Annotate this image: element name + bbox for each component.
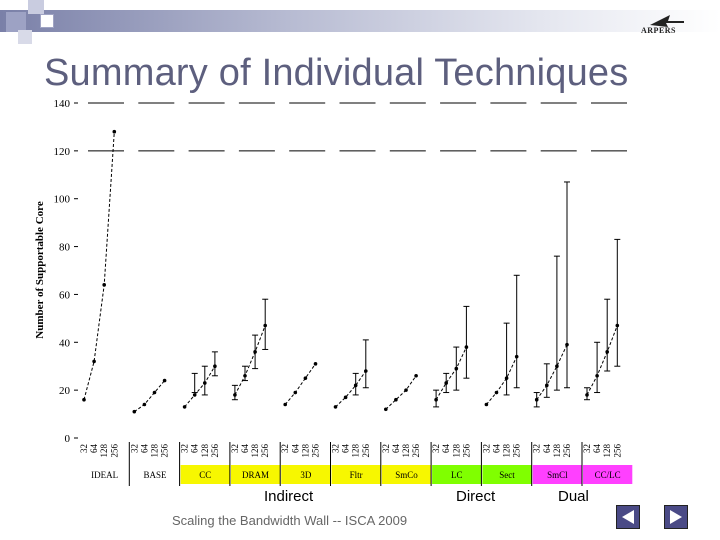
technique-label: CC: [199, 470, 212, 480]
footer-text: Scaling the Bandwidth Wall -- ISCA 2009: [172, 513, 408, 528]
y-tick-label: 20: [59, 385, 70, 398]
technique-label: 3D: [300, 470, 312, 480]
x-tick-label: 128: [199, 444, 210, 458]
x-tick-label: 32: [582, 444, 592, 453]
data-point: [233, 393, 237, 397]
data-point: [113, 130, 117, 134]
data-point: [183, 405, 187, 409]
data-point: [243, 374, 247, 378]
series-line: [587, 326, 617, 395]
x-tick-label: 256: [310, 444, 321, 458]
data-point: [545, 384, 549, 388]
data-point: [334, 405, 338, 409]
data-point: [294, 391, 298, 395]
data-point: [616, 324, 620, 328]
x-tick-label: 32: [179, 444, 190, 453]
x-tick-label: 64: [189, 444, 200, 453]
x-tick-label: 128: [451, 444, 462, 458]
x-tick-label: 256: [209, 444, 220, 458]
data-point: [344, 396, 348, 400]
data-point: [304, 376, 308, 380]
triangle-left-icon: [617, 506, 639, 528]
y-tick-label: 80: [59, 241, 70, 254]
y-tick-label: 40: [59, 337, 70, 350]
x-tick-label: 64: [240, 444, 250, 453]
x-tick-label: 32: [481, 444, 492, 453]
data-point: [384, 407, 388, 411]
x-tick-label: 64: [592, 444, 603, 453]
x-tick-label: 128: [401, 444, 411, 458]
data-point: [515, 355, 519, 359]
x-tick-label: 128: [149, 444, 160, 458]
x-tick-label: 128: [350, 444, 361, 458]
x-tick-label: 32: [380, 444, 391, 453]
x-tick-label: 64: [89, 444, 100, 453]
data-point: [82, 398, 86, 402]
data-point: [495, 391, 499, 395]
data-point: [102, 283, 106, 287]
data-point: [485, 403, 489, 407]
data-point: [505, 376, 509, 380]
data-point: [535, 398, 539, 402]
data-point: [404, 388, 408, 392]
data-point: [354, 384, 358, 388]
x-tick-label: 32: [531, 444, 542, 453]
x-tick-label: 256: [260, 444, 271, 458]
data-point: [153, 391, 157, 395]
series-line: [285, 364, 315, 405]
x-tick-label: 256: [461, 444, 472, 458]
x-tick-label: 64: [139, 444, 150, 453]
data-point: [263, 324, 267, 328]
x-tick-label: 64: [541, 444, 552, 453]
x-tick-label: 256: [360, 444, 371, 458]
series-line: [235, 326, 265, 395]
data-point: [444, 381, 448, 385]
y-tick-label: 100: [53, 193, 70, 206]
x-tick-label: 256: [109, 444, 120, 458]
series-line: [185, 366, 215, 407]
technique-label: IDEAL: [91, 470, 119, 480]
x-tick-label: 64: [390, 444, 401, 453]
data-point: [283, 403, 287, 407]
y-tick-label: 60: [59, 289, 70, 302]
technique-label: SmCo: [395, 470, 418, 480]
data-point: [555, 364, 559, 368]
next-slide-button[interactable]: [664, 505, 688, 529]
x-tick-label: 64: [340, 444, 351, 453]
data-point: [203, 381, 207, 385]
y-axis-label: Number of Supportable Core: [34, 201, 46, 339]
technique-label: SmCl: [547, 470, 568, 480]
data-point: [394, 398, 398, 402]
triangle-right-icon: [665, 506, 687, 528]
x-tick-label: 64: [441, 444, 452, 453]
x-tick-label: 32: [79, 444, 89, 453]
x-tick-label: 256: [411, 444, 422, 458]
x-tick-label: 64: [491, 444, 502, 453]
logo-text: ARPERS: [641, 26, 677, 35]
data-point: [605, 350, 609, 354]
data-point: [455, 367, 459, 371]
group-label-indirect: Indirect: [264, 488, 314, 505]
x-tick-label: 32: [330, 444, 341, 453]
data-point: [314, 362, 318, 366]
x-tick-label: 128: [300, 444, 311, 458]
x-tick-label: 32: [431, 444, 442, 453]
series-line: [134, 381, 164, 412]
data-point: [213, 364, 217, 368]
prev-slide-button[interactable]: [616, 505, 640, 529]
series-line: [436, 347, 466, 400]
data-point: [585, 393, 589, 397]
data-point: [253, 350, 257, 354]
data-point: [465, 345, 469, 349]
technique-label: DRAM: [242, 470, 270, 480]
x-tick-label: 256: [159, 444, 170, 458]
x-tick-label: 256: [562, 444, 572, 458]
x-tick-label: 128: [602, 444, 613, 458]
data-point: [193, 393, 197, 397]
series-line: [84, 132, 114, 400]
series-line: [486, 357, 516, 405]
data-point: [595, 374, 599, 378]
x-tick-label: 128: [99, 444, 110, 458]
x-tick-label: 32: [280, 444, 291, 453]
data-point: [143, 403, 147, 407]
x-tick-label: 128: [250, 444, 261, 458]
technique-label: CC/LC: [594, 470, 621, 480]
series-line: [336, 371, 366, 407]
x-tick-label: 256: [612, 444, 623, 458]
data-point: [92, 360, 96, 364]
data-point: [565, 343, 569, 347]
technique-label: BASE: [143, 470, 167, 480]
x-tick-label: 128: [501, 444, 512, 458]
page-title: Summary of Individual Techniques: [44, 52, 629, 94]
technique-label: Sect: [499, 470, 515, 480]
y-tick-label: 120: [53, 145, 70, 158]
technique-label: LC: [450, 470, 463, 480]
group-label-direct: Direct: [456, 488, 496, 505]
data-point: [414, 374, 418, 378]
group-label-dual: Dual: [558, 488, 589, 505]
data-point: [163, 379, 167, 383]
series-line: [537, 345, 567, 400]
data-point: [434, 398, 438, 402]
y-tick-label: 0: [64, 433, 70, 445]
series-line: [386, 376, 416, 410]
x-tick-label: 32: [129, 444, 140, 453]
data-point: [364, 369, 368, 373]
x-tick-label: 256: [511, 444, 522, 458]
y-tick-label: 140: [53, 98, 70, 110]
x-tick-label: 128: [551, 444, 562, 458]
x-tick-label: 64: [290, 444, 301, 453]
data-point: [133, 410, 137, 414]
x-tick-label: 32: [229, 444, 240, 453]
technique-label: Fltr: [349, 470, 363, 480]
